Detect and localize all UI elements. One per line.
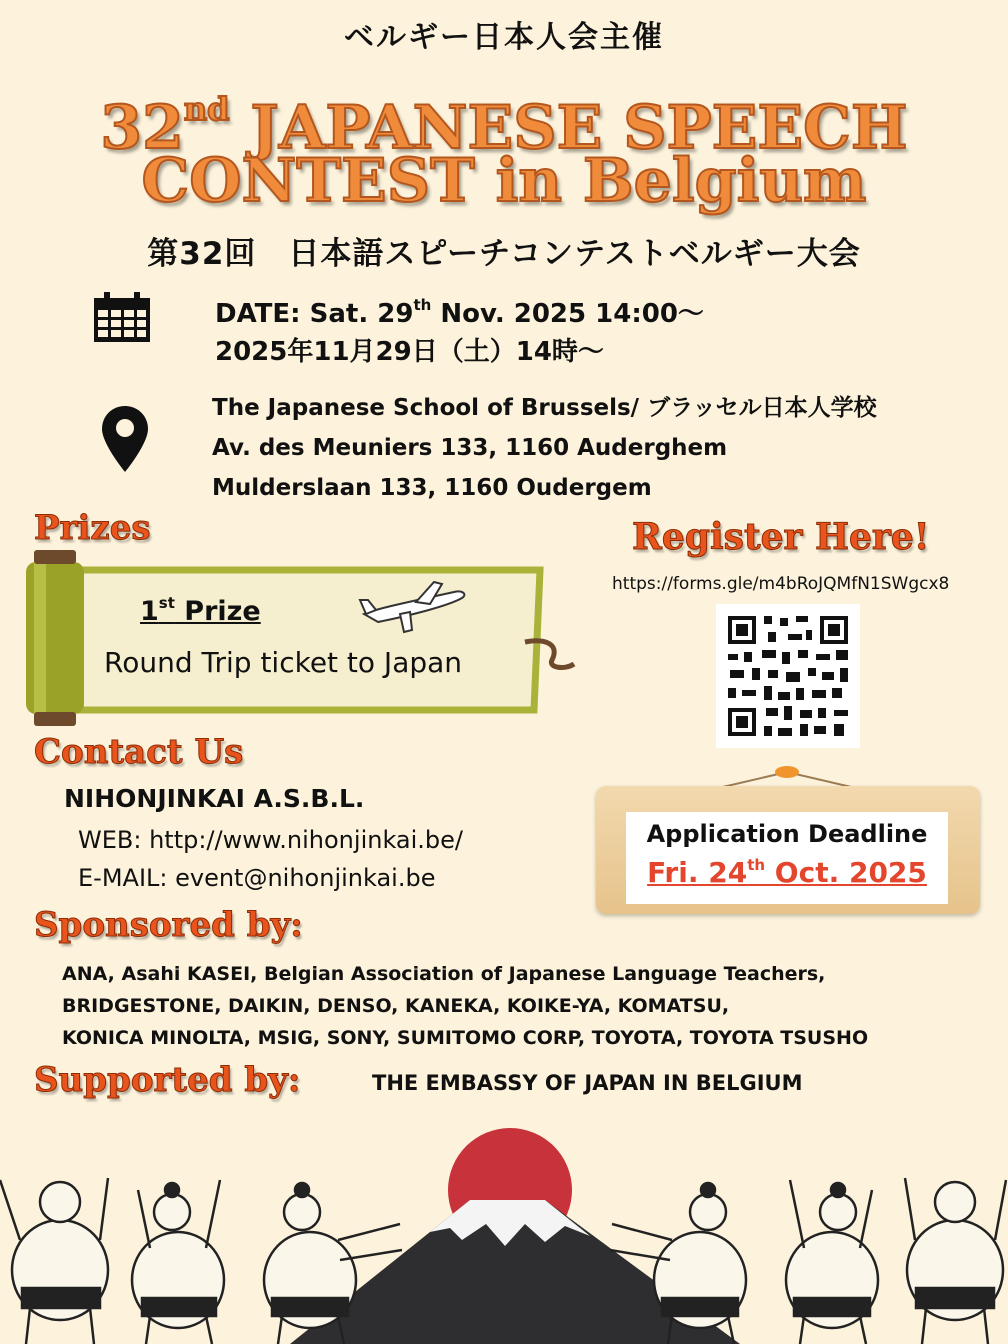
title-line-2: CONTEST in Belgium <box>141 146 867 216</box>
sumo-wrestler <box>786 1180 878 1344</box>
supporter-name: THE EMBASSY OF JAPAN IN BELGIUM <box>372 1071 803 1095</box>
sponsors-line: BRIDGESTONE, DAIKIN, DENSO, KANEKA, KOIKE-YA, KOMATSU, <box>62 995 730 1017</box>
venue <box>212 388 877 508</box>
sumo-wrestler <box>132 1180 224 1344</box>
deadline-date-ordinal: th <box>747 856 766 874</box>
registration-link[interactable]: https://forms.gle/m4bRoJQMfN1SWgcx8 <box>612 574 950 594</box>
title-japanese: 第32回 日本語スピーチコンテストベルギー大会 <box>147 236 861 272</box>
sponsors-heading: Sponsored by: <box>34 905 303 945</box>
sponsors-line: KONICA MINOLTA, MSIG, SONY, SUMITOMO CORP, TOYOTA, TOYOTA TSUSHO <box>62 1027 869 1049</box>
sponsors-list <box>62 958 962 1054</box>
venue-address-fr: Av. des Meuniers 133, 1160 Auderghem <box>212 435 728 461</box>
sumo-wrestler <box>0 1178 108 1344</box>
organizer-line: ベルギー日本人会主催 <box>344 20 664 55</box>
prize-title-rest: Prize <box>174 596 261 627</box>
deadline-card <box>626 812 948 904</box>
title-line-1-text: JAPANESE SPEECH <box>229 93 908 163</box>
title-number: 32 <box>100 93 184 163</box>
prize-scroll <box>20 548 580 728</box>
prize-title <box>140 594 261 627</box>
deadline-label: Application Deadline <box>646 820 928 848</box>
sumo-wrestler <box>905 1178 1006 1344</box>
prize-ordinal: st <box>158 594 175 612</box>
date-ordinal: th <box>413 296 432 314</box>
qr-code[interactable] <box>716 604 860 748</box>
date-english <box>215 286 704 333</box>
qr-code-pattern <box>716 604 860 748</box>
contact-email[interactable]: E-MAIL: event@nihonjinkai.be <box>78 864 436 892</box>
title-ordinal: nd <box>183 90 230 128</box>
airplane-icon <box>358 578 470 634</box>
prizes-heading: Prizes <box>34 508 151 548</box>
bottom-illustration <box>0 1120 1008 1344</box>
date-rest: Nov. 2025 14:00～ <box>431 299 704 329</box>
sponsors-line: ANA, Asahi KASEI, Belgian Association of Japanese Language Teachers, <box>62 963 826 985</box>
contact-web[interactable]: WEB: http://www.nihonjinkai.be/ <box>78 826 464 854</box>
date-prefix: DATE: Sat. 29 <box>215 299 414 329</box>
organization-name: NIHONJINKAI A.S.B.L. <box>64 784 365 813</box>
date-japanese: 2025年11月29日（土）14時～ <box>215 337 604 367</box>
venue-address-nl: Mulderslaan 133, 1160 Oudergem <box>212 475 652 501</box>
deadline-date-rest: Oct. 2025 <box>765 856 927 889</box>
prize-description: Round Trip ticket to Japan <box>104 646 463 679</box>
deadline-date <box>626 856 948 889</box>
event-date <box>215 286 704 371</box>
contact-heading: Contact Us <box>34 732 244 772</box>
deadline-date-prefix: Fri. 24 <box>647 856 748 889</box>
register-heading: Register Here! <box>632 516 930 558</box>
supporters-heading: Supported by: <box>34 1060 301 1100</box>
venue-name: The Japanese School of Brussels/ ブラッセル日本人学校 <box>212 395 877 421</box>
prize-number: 1 <box>140 596 159 627</box>
location-pin-icon <box>100 404 150 474</box>
calendar-icon <box>92 292 152 344</box>
